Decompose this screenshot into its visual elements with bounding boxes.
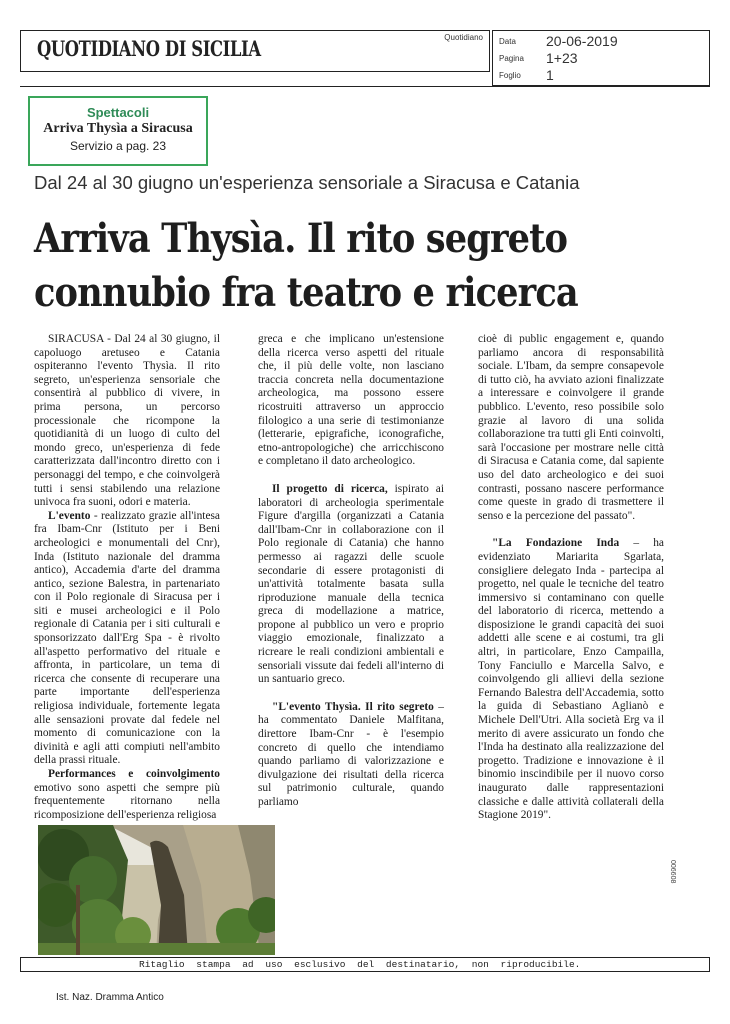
paragraph-lead: "La Fondazione Inda (492, 537, 620, 550)
meta-label: Pagina (499, 54, 524, 63)
headline-line-2: connubio fra teatro e ricerca (34, 269, 578, 316)
paragraph-lead: "L'evento Thysìa. Il rito segreto (272, 700, 434, 713)
masthead: QUOTIDIANO DI SICILIA (37, 36, 261, 61)
paragraph-body: – ha evidenziato Mariarita Sgarlata, consigliere delegato Inda - partecipa al progetto, nel quale le tecniche del teatro immersivo si contaminano con quelle del laboratorio di ricerca, mettendo a disposizione le grandi capacità dei suoi addetti alle scene e ai costumi, tra gli altri, in particolare, Enzo Campailla, Tony Fanciullo e Marcella Salvo, e coinvolgendo gli allievi della sezione Fernando Balestra dell'Accademia, sotto la guida di Sebastiano Aglianò e Michele Dell'Utri. Alla società Erg va il merito di avere assicurato un fondo che l'Inda ha destinato alla realizzazione del progetto. Tradizione e innovazione è il binomio inscindibile per il nuovo corso inaugurato dalle rappresentazioni classiche e dalle attività collaterali della Stagione 2019". (478, 537, 664, 822)
paragraph: SIRACUSA - Dal 24 al 30 giugno, il capoluogo aretuseo e Catania ospiteranno l'evento Thysìa. Il rito segreto, un'esperienza sensoriale che consentirà al pubblico di vivere, in prima persona, un percorso processionale che ricompone la quotidianità di un luogo di culto del mondo greco, un'esperienza di fede caratterizzata dall'incontro diretto con i personaggi del tempo, e che coinvolgerà tutti i sensi stabilendo una relazione univoca fra suoni, odori e materia. (34, 333, 220, 509)
paragraph (478, 537, 664, 822)
paragraph-body: - realizzato grazie all'intesa fra Ibam-Cnr (Istituto per i Beni archeologici e monumentali del Cnr), Inda (Istituto nazionale del dramma antico), Accademia d'arte del dramma antico, sezione Balestra, in partenariato con il Polo regionale di Siracusa per i siti e musei archeologici e il Polo regionale di Catania per i siti culturali e sponsorizzato dall'Erg Spa - è rivolto all'aspetto performativo del rituale e affronta, in particolare, un tema di ricerca che consente di recuperare una parte importante dell'esperienza religiosa individuale, fortemente legata alle sensazioni provate dal fedele nel momento di comunicazione con la divinità e agli atti compiuti nell'ambito della prassi rituale. (34, 509, 220, 767)
meta-row-page (499, 50, 704, 66)
kicker-section: Spettacoli (86, 105, 150, 120)
footer-notice: Ritaglio stampa ad uso esclusivo del destinatario, non riproducibile. (139, 959, 581, 970)
paragraph (258, 483, 444, 687)
cave-garden-photo (38, 825, 275, 955)
kicker-title: Arriva Thysìa a Siracusa (43, 121, 193, 136)
article-column-2 (258, 333, 444, 810)
paragraph-lead: Performances e coinvolgimento (48, 768, 220, 780)
header-divider (20, 86, 710, 87)
article-subtitle: Dal 24 al 30 giugno un'esperienza sensoriale a Siracusa e Catania (34, 172, 580, 193)
meta-row-date (499, 33, 704, 49)
article-headline (34, 212, 632, 320)
article-column-3 (478, 333, 664, 823)
meta-value: 1+23 (546, 50, 578, 66)
paragraph: cioè di public engagement e, quando parliamo ancora di responsabilità sociale. L'Ibam, da sempre consapevole di tutto ciò, ha avviato azioni finalizzate a interessare e coinvolgere il grande pubblico. L'evento, reso possibile solo grazie al lavoro di una solida collaborazione tra tutti gli Enti coinvolti, sarà l'occasione per mostrare nelle città di Siracusa e Catania come, dal sapiente uso del dato archeologico e dei suoi contrasti, possano nascere performance come queste in grado di trasmettere il senso e la percezione del passato". (478, 333, 664, 522)
article-photo (38, 825, 275, 955)
meta-box (492, 30, 710, 86)
footer-credit: Ist. Naz. Dramma Antico (56, 992, 164, 1003)
paragraph (34, 510, 220, 768)
paragraph-body: – ha commentato Daniele Malfitana, direttore Ibam-Cnr - è l'esempio concreto di quello che intendiamo quando parliamo di valorizzazione e divulgazione dei risultati della ricerca sul patrimonio culturale, quando parliamo (258, 700, 444, 808)
footer-notice-box (20, 957, 710, 972)
publication-type: Quotidiano (444, 33, 483, 42)
meta-label: Foglio (499, 71, 521, 80)
meta-label: Data (499, 37, 516, 46)
paragraph-lead: L'evento (48, 509, 91, 522)
paragraph-body: ispirato ai laboratori di archeologia sperimentale Figure d'argilla (organizzati a Catania dall'Ibam-Cnr in collaborazione con il Polo regionale di Catania) che hanno permesso ai ragazzi delle scuole secondarie di essere protagonisti di un'attività totalmente basata sulla riproduzione manuale della tecnica greca di modellazione a matrice, propone al pubblico un vero e proprio viaggio emozionale, finalizzato a ricreare le reali condizioni ambientali e sensoriali vissute dai fedeli all'interno di un santuario greco. (258, 482, 444, 686)
kicker-page-ref: Servizio a pag. 23 (69, 139, 167, 153)
paragraph-body: emotivo sono aspetti che sempre più frequentemente ritornano nella ricomposizione dell'esperienza religiosa (34, 781, 220, 821)
meta-value: 20-06-2019 (546, 33, 618, 49)
headline-line-1: Arriva Thysìa. Il rito segreto (34, 215, 568, 262)
article-column-1 (34, 333, 220, 822)
kicker-box (28, 96, 208, 166)
meta-value: 1 (546, 67, 554, 83)
paragraph (258, 701, 444, 810)
meta-row-sheet (499, 67, 704, 83)
masthead-box (20, 30, 490, 72)
paragraph (34, 768, 220, 822)
archive-code: 006608 (669, 860, 676, 884)
paragraph-lead: Il progetto di ricerca, (272, 482, 388, 495)
paragraph: greca e che implicano un'estensione della ricerca verso aspetti del rituale che, il più delle volte, non lasciano traccia concreta nella documentazione archeologica, ma possono essere ricostruiti attraverso un approccio filologico a una serie di testimonianze (letterarie, epigrafiche, iconografiche, etno-antropologiche) che arricchiscono e completano il dato archeologico. (258, 333, 444, 468)
